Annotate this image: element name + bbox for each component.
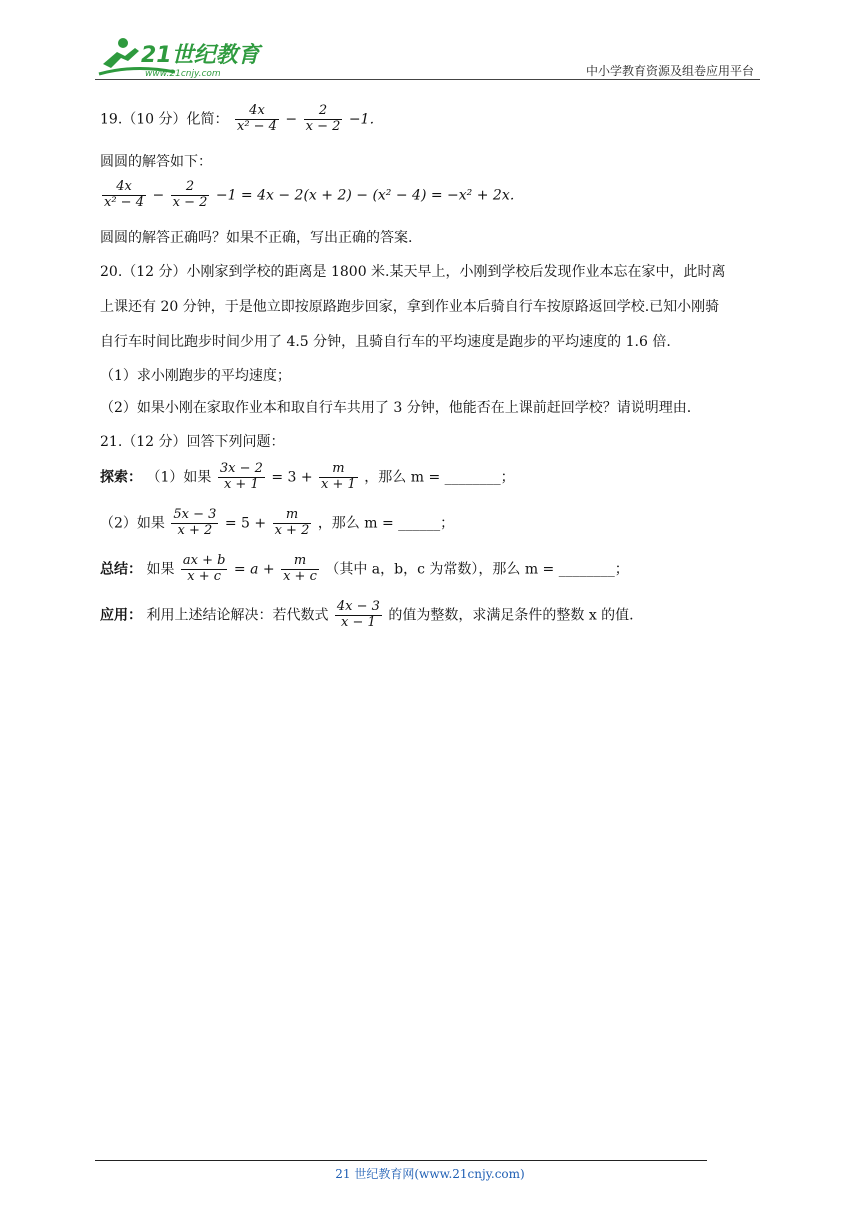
explore-label: 探索： — [100, 469, 142, 486]
logo-text: 21世纪教育 — [141, 43, 260, 68]
footer-divider — [95, 1160, 707, 1161]
q19-sol-frac-2: $\frac{2}{x - 2}$ — [172, 179, 208, 210]
q21-a-frac: $\frac{4x - 3}{x - 1}$ — [336, 599, 380, 630]
q21-title: 21.（12 分）回答下列问题： — [100, 434, 285, 450]
q19-tail: −1． — [348, 111, 384, 128]
q21-s-frac-1: $\frac{ax + b}{x + c}$ — [182, 553, 226, 584]
logo-url: www.21cnjy.com — [145, 69, 221, 79]
summary-label: 总结： — [100, 561, 142, 578]
logo-runner-head — [118, 38, 128, 48]
q21-explore-1: 探索： （1）如果 $\frac{3x - 2}{x + 1}$ = 3 + $\frac{m}{x + 1}$ ，那么 m = ________； — [100, 461, 515, 492]
q21-e1-frac-1: $\frac{3x - 2}{x + 1}$ — [219, 461, 263, 492]
q19-sol-frac-1: $\frac{4x}{\text{x² − 4}}$ — [104, 179, 144, 210]
q21-e2-frac-1: $\frac{5x - 3}{x + 2}$ — [173, 507, 217, 538]
q19-sol-tail: −1 = 4x − 2(x + 2) − (x² − 4) = −x² + 2x． — [215, 187, 524, 204]
q19-prefix: 19.（10 分）化简： — [100, 111, 229, 128]
q19-question: 圆圆的解答正确吗？如果不正确，写出正确的答案. — [100, 230, 413, 246]
logo-runner-body — [103, 48, 139, 68]
logo — [95, 34, 265, 80]
footer-link[interactable]: 21 世纪教育网(www.21cnjy.com) — [335, 1167, 525, 1181]
header-divider — [95, 79, 760, 80]
q19-solution: $\frac{4x}{\text{x² − 4}}$ − $\frac{2}{x - 2}$ −1 = 4x − 2(x + 2) − (x² − 4) = −x² + 2x． — [104, 179, 524, 210]
platform-name: 中小学教育资源及组卷应用平台 — [585, 64, 754, 78]
q20-line-1: 20.（12 分）小刚家到学校的距离是 1800 米.某天早上，小刚到学校后发现作业本忘在家中，此时离 — [100, 264, 726, 280]
q21-e1-frac-2: $\frac{m}{x + 1}$ — [321, 461, 356, 492]
q20-sub-2: （2）如果小刚在家取作业本和取自行车共用了 3 分钟，他能否在上课前赶回学校？请说明理由. — [100, 400, 692, 416]
q20-line-3: 自行车时间比跑步时间少用了 4.5 分钟，且骑自行车的平均速度是跑步的平均速度的 1.6 倍. — [100, 334, 671, 350]
q19-frac-1: $\frac{4x}{\text{x² − 4}}$ — [236, 103, 277, 134]
q21-explore-2: （2）如果 $\frac{5x - 3}{x + 2}$ = 5 + $\frac{m}{x + 2}$ ，那么 m = ______； — [100, 507, 455, 538]
apply-label: 应用： — [100, 607, 142, 624]
q21-e2-frac-2: $\frac{m}{x + 2}$ — [274, 507, 310, 538]
q20-line-2: 上课还有 20 分钟，于是他立即按原路跑步回家，拿到作业本后骑自行车按原路返回学校.已知小刚骑 — [100, 299, 720, 315]
q19-intro: 圆圆的解答如下： — [100, 154, 212, 170]
page-header — [95, 34, 760, 82]
q21-s-frac-2: $\frac{m}{x + c}$ — [283, 553, 317, 584]
q21-summary: 总结： 如果 $\frac{ax + b}{x + c}$ = a + $\frac{m}{x + c}$ （其中 a，b，c 为常数），那么 m = ________； — [100, 553, 629, 584]
q21-apply: 应用： 利用上述结论解决：若代数式 $\frac{4x - 3}{x - 1}$ 的值为整数，求满足条件的整数 x 的值. — [100, 599, 634, 630]
q19-frac-2: $\frac{2}{x - 2}$ — [305, 103, 341, 134]
q20-sub-1: （1）求小刚跑步的平均速度； — [100, 368, 291, 384]
q19-statement — [100, 104, 383, 135]
q19-minus: − — [285, 111, 298, 128]
